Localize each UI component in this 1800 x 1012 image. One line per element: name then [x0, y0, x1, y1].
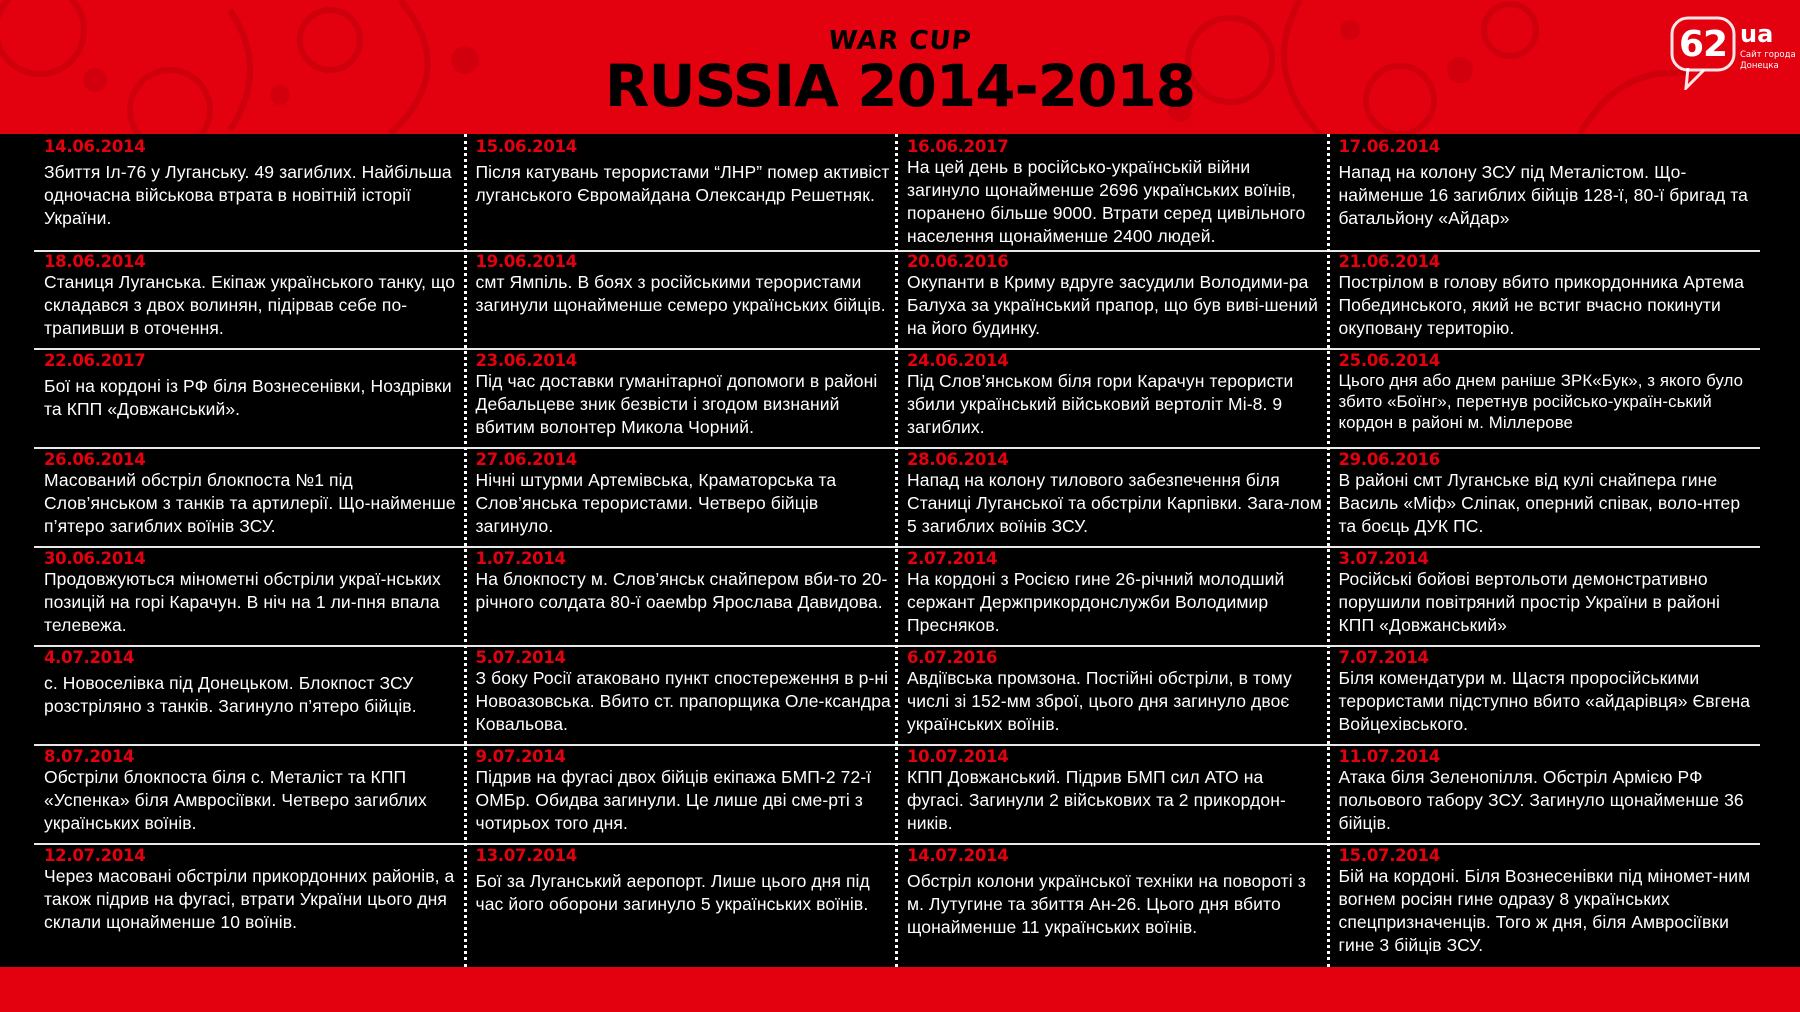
page-title: RUSSIA 2014-2018: [604, 52, 1196, 120]
event-text: Під час доставки гуманітарної допомоги в районі Дебальцеве зник безвісти і згодом визнаний вбитим волонтер Микола Чорний.: [475, 371, 878, 437]
event-text: З боку Росії атаковано пункт спостереження в р-ні Новоазовська. Вбито ст. прапорщика Оле-ксандра Ковальова.: [475, 668, 891, 734]
event-date: 1.07.2014: [475, 549, 566, 568]
event-date: 14.06.2014: [44, 137, 146, 156]
event-date: 29.06.2016: [1338, 450, 1440, 469]
event-text: Біля комендатури м. Щастя проросійськими терористами підступно вбито «айдарівця» Євгена Войцехівського.: [1338, 668, 1751, 734]
event-date: 8.07.2014: [44, 747, 135, 766]
event-text: Російські бойові вертольоти демонстративно порушили повітряний простір України в районі КПП «Довжанський»: [1338, 569, 1721, 635]
event-date: 6.07.2016: [907, 648, 998, 667]
event-cell: [466, 744, 898, 835]
event-cell: [897, 843, 1329, 939]
event-date: 3.07.2014: [1338, 549, 1429, 568]
event-cell: [897, 348, 1329, 439]
event-date: 11.07.2014: [1338, 747, 1440, 766]
event-date: 7.07.2014: [1338, 648, 1429, 667]
event-text: Пострілом в голову вбито прикордонника Артема Побединського, який не встиг вчасно покинути окуповану територію.: [1338, 272, 1745, 338]
event-text: Напад на колону ЗСУ під Металістом. Що-найменше 16 загиблих бійців 128-ї, 80-ї бригад та батальйону «Айдар»: [1338, 162, 1748, 228]
event-cell: [34, 645, 466, 718]
event-date: 13.07.2014: [475, 846, 577, 865]
event-text: На цей день в російсько-українській війни загинуло щонайменше 2696 українських воїнів, поранено більше 9000. Втрати серед цивільного населення щонайменше 2400 людей.: [907, 157, 1306, 246]
event-cell: [1329, 447, 1761, 538]
event-text: Бої за Луганський аеропорт. Лише цього дня під час його оборони загинуло 5 українських воїнів.: [475, 871, 870, 914]
event-text: Бій на кордоні. Біля Вознесенівки під міномет-ним вогнем росіян гине одразу 8 українських спецпризначенців. Того ж дня, біля Амвросіївки гине 3 бійців ЗСУ.: [1338, 866, 1751, 955]
event-date: 16.06.2017: [907, 137, 1009, 156]
event-date: 15.07.2014: [1338, 846, 1440, 865]
event-date: 18.06.2014: [44, 252, 146, 271]
event-date: 28.06.2014: [907, 450, 1009, 469]
event-cell: [1329, 348, 1761, 433]
event-date: 9.07.2014: [475, 747, 566, 766]
event-date: 26.06.2014: [44, 450, 146, 469]
event-cell: [1329, 645, 1761, 736]
event-cell: [897, 249, 1329, 340]
event-date: 5.07.2014: [475, 648, 566, 667]
event-text: Масований обстріл блокпоста №1 під Слов’янськом з танків та артилерії. Що-найменше п’ятеро загиблих воїнів ЗСУ.: [44, 470, 456, 536]
event-text: Підрив на фугасі двох бійців екіпажа БМП-2 72-ї ОМБр. Обидва загинули. Це лише дві сме-рті з чотирьох того дня.: [475, 767, 872, 833]
event-cell: [466, 348, 898, 439]
event-date: 25.06.2014: [1338, 351, 1440, 370]
event-date: 22.06.2017: [44, 351, 146, 370]
event-text: Бої на кордоні із РФ біля Вознесенівки, Ноздрівки та КПП «Довжанський».: [44, 376, 452, 419]
event-text: Цього дня або днем раніше ЗРК«Бук», з якого було збито «Боїнг», перетнув російсько-україн-ський кордон в районі м. Міллерове: [1338, 371, 1744, 432]
header-banner: [0, 0, 1800, 134]
event-cell: [34, 249, 466, 340]
event-date: 19.06.2014: [475, 252, 577, 271]
event-date: 15.06.2014: [475, 137, 577, 156]
event-cell: [897, 134, 1329, 248]
event-text: На блокпосту м. Слов’янськ снайпером вби-то 20-річного солдата 80-ї оаемbр Ярослава Давидова.: [475, 569, 888, 612]
event-text: Через масовані обстріли прикордонних районів, а також підрив на фугасі, втрати України цього дня склали щонайменше 10 воїнів.: [44, 866, 455, 932]
event-text: Після катувань терористами “ЛНР” помер активіст луганського Євромайдана Олександр Решетняк.: [475, 162, 890, 205]
event-cell: [466, 249, 898, 317]
event-cell: [466, 645, 898, 736]
event-date: 23.06.2014: [475, 351, 577, 370]
event-date: 20.06.2016: [907, 252, 1009, 271]
event-date: 4.07.2014: [44, 648, 135, 667]
logo-tagline: Сайт города Донецка: [1740, 50, 1796, 71]
event-text: Нічні штурми Артемівська, Краматорська та Слов’янська терористами. Четверо бійців загинуло.: [475, 470, 837, 536]
event-text: Окупанти в Криму вдруге засудили Володими-ра Балуха за український прапор, що був виві-шений на його будинку.: [907, 272, 1319, 338]
event-cell: [897, 744, 1329, 835]
event-cell: [1329, 546, 1761, 637]
site-logo[interactable]: [1670, 14, 1796, 90]
event-date: 30.06.2014: [44, 549, 146, 568]
event-cell: [1329, 843, 1761, 957]
event-text: КПП Довжанський. Підрив БМП сил АТО на фугасі. Загинули 2 військових та 2 прикордон-ників.: [907, 767, 1286, 833]
event-cell: [1329, 134, 1761, 230]
event-text: Продовжуються мінометні обстріли украї-нських позицій на горі Карачун. В ніч на 1 ли-пня впала телевежа.: [44, 569, 441, 635]
event-text: Під Слов’янськом біля гори Карачун терористи збили український військовий вертоліт Мі-8. 9 загиблих.: [907, 371, 1294, 437]
event-cell: [897, 546, 1329, 637]
event-text: На кордоні з Росією гине 26-річний молодший сержант Держприкордонслужби Володимир Пресняков.: [907, 569, 1285, 635]
event-date: 24.06.2014: [907, 351, 1009, 370]
kicker-title: WAR CUP: [826, 26, 974, 56]
event-date: 17.06.2014: [1338, 137, 1440, 156]
event-cell: [34, 447, 466, 538]
event-text: В районі смт Луганське від кулі снайпера гине Василь «Міф» Сліпак, оперний співак, воло-нтер та боєць ДУК ПС.: [1338, 470, 1741, 536]
event-cell: [1329, 744, 1761, 835]
event-cell: [897, 645, 1329, 736]
event-cell: [34, 744, 466, 835]
event-text: Атака біля Зеленопілля. Обстріл Армією РФ польового табору ЗСУ. Загинуло щонайменше 36 бійців.: [1338, 767, 1744, 833]
event-date: 27.06.2014: [475, 450, 577, 469]
event-text: Обстріл колони української техніки на повороті з м. Лутугине та збиття Ан-26. Цього дня вбито щонайменше 11 українських воїнів.: [907, 871, 1306, 937]
event-text: Авдіївська промзона. Постійні обстріли, в тому числі зі 152-мм зброї, цього дня загинуло двоє українських воїнів.: [907, 668, 1292, 734]
event-text: Станиця Луганська. Екіпаж українського танку, що складався з двох волинян, підірвав себе по-трапивши в оточення.: [44, 272, 456, 338]
event-text: Напад на колону тилового забезпечення біля Станиці Луганської та обстріли Карпівки. Зага-лом 5 загиблих воїнів ЗСУ.: [907, 470, 1323, 536]
event-date: 21.06.2014: [1338, 252, 1440, 271]
event-text: Обстріли блокпоста біля с. Металіст та КПП «Успенка» біля Амвросіївки. Четверо загиблих українських воїнів.: [44, 767, 427, 833]
event-date: 2.07.2014: [907, 549, 998, 568]
event-cell: [34, 843, 466, 934]
event-cell: [34, 134, 466, 230]
footer-bar: [0, 967, 1800, 1012]
event-cell: [466, 843, 898, 916]
logo-tld: ua: [1740, 20, 1774, 48]
event-date: 14.07.2014: [907, 846, 1009, 865]
event-cell: [34, 546, 466, 637]
event-text: смт Ямпіль. В боях з російськими терористами загинули щонайменше семеро українських бійців.: [475, 272, 886, 315]
event-cell: [1329, 249, 1761, 340]
event-text: Збиття Іл-76 у Луганську. 49 загиблих. Найбільша одночасна військова втрата в новітній історії України.: [44, 162, 452, 228]
event-cell: [897, 447, 1329, 538]
event-text: с. Новоселівка під Донецьком. Блокпост ЗСУ розстріляно з танків. Загинуло п’ятеро бійців.: [44, 673, 417, 716]
event-cell: [466, 447, 898, 538]
event-date: 10.07.2014: [907, 747, 1009, 766]
event-cell: [466, 546, 898, 614]
event-cell: [34, 348, 466, 421]
event-cell: [466, 134, 898, 207]
timeline-grid: [34, 134, 1760, 967]
logo-number: 62: [1679, 24, 1728, 65]
event-date: 12.07.2014: [44, 846, 146, 865]
